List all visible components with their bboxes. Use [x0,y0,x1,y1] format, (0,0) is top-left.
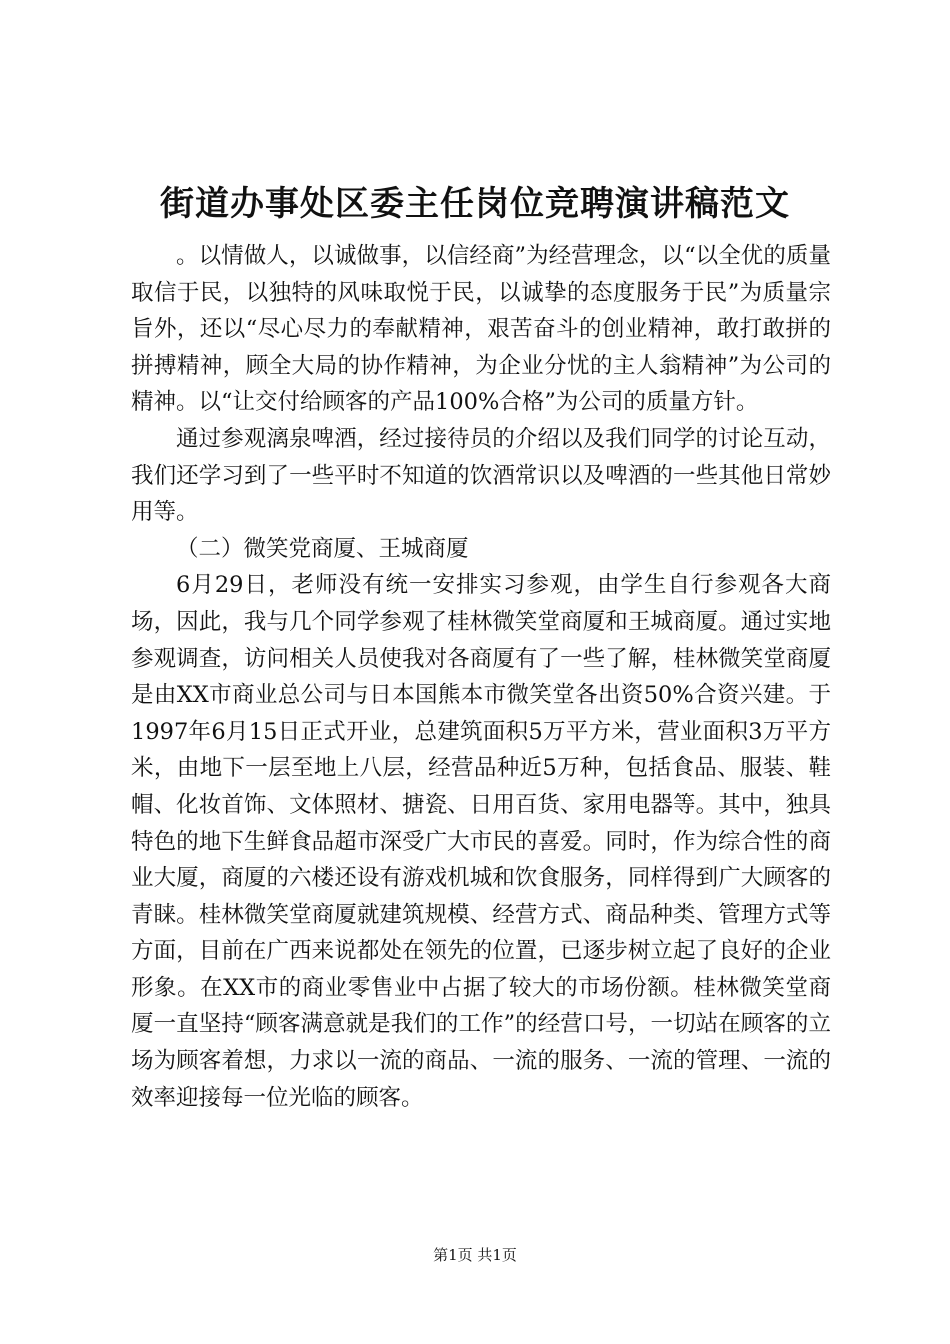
paragraph-2: 通过参观漓泉啤酒，经过接待员的介绍以及我们同学的讨论互动，我们还学习到了一些平时不知道的饮酒常识以及啤酒的一些其他日常妙用等。 [131,425,831,526]
document-body [131,238,831,1116]
paragraph-3: 6月29日，老师没有统一安排实习参观，由学生自行参观各大商场，因此，我与几个同学参观了桂林微笑堂商厦和王城商厦。通过实地参观调查，访问相关人员使我对各商厦有了一些了解，桂林微笑堂商厦是由XX市商业总公司与日本国熊本市微笑堂各出资50%合资兴建。于1997年6月15日正式开业，总建筑面积5万平方米，营业面积3万平方米，由地下一层至地上八层，经营品种近5万种，包括食品、服装、鞋帽、化妆首饰、文体照材、搪瓷、日用百货、家用电器等。其中，独具特色的地下生鲜食品超市深受广大市民的喜爱。同时，作为综合性的商业大厦，商厦的六楼还设有游戏机城和饮食服务，同样得到广大顾客的青睐。桂林微笑堂商厦就建筑规模、经营方式、商品种类、管理方式等方面，目前在广西来说都处在领先的位置，已逐步树立起了良好的企业形象。在XX市的商业零售业中占据了较大的市场份额。桂林微笑堂商厦一直坚持“顾客满意就是我们的工作”的经营口号，一切站在顾客的立场为顾客着想，力求以一流的商品、一流的服务、一流的管理、一流的效率迎接每一位光临的顾客。 [131,572,831,1111]
document-title: 街道办事处区委主任岗位竞聘演讲稿范文 [160,184,790,224]
paragraph-1: 。以情做人，以诚做事，以信经商”为经营理念，以“以全优的质量取信于民，以独特的风味取悦于民，以诚挚的态度服务于民”为质量宗旨外，还以“尽心尽力的奉献精神，艰苦奋斗的创业精神，敢打敢拼的拼搏精神，顾全大局的协作精神，为企业分忧的主人翁精神”为公司的精神。以“让交付给顾客的产品100%合格”为公司的质量方针。 [131,243,831,416]
page-footer: 第1页 共1页 [433,1246,517,1264]
section-heading: （二）微笑党商厦、王城商厦 [176,535,469,562]
